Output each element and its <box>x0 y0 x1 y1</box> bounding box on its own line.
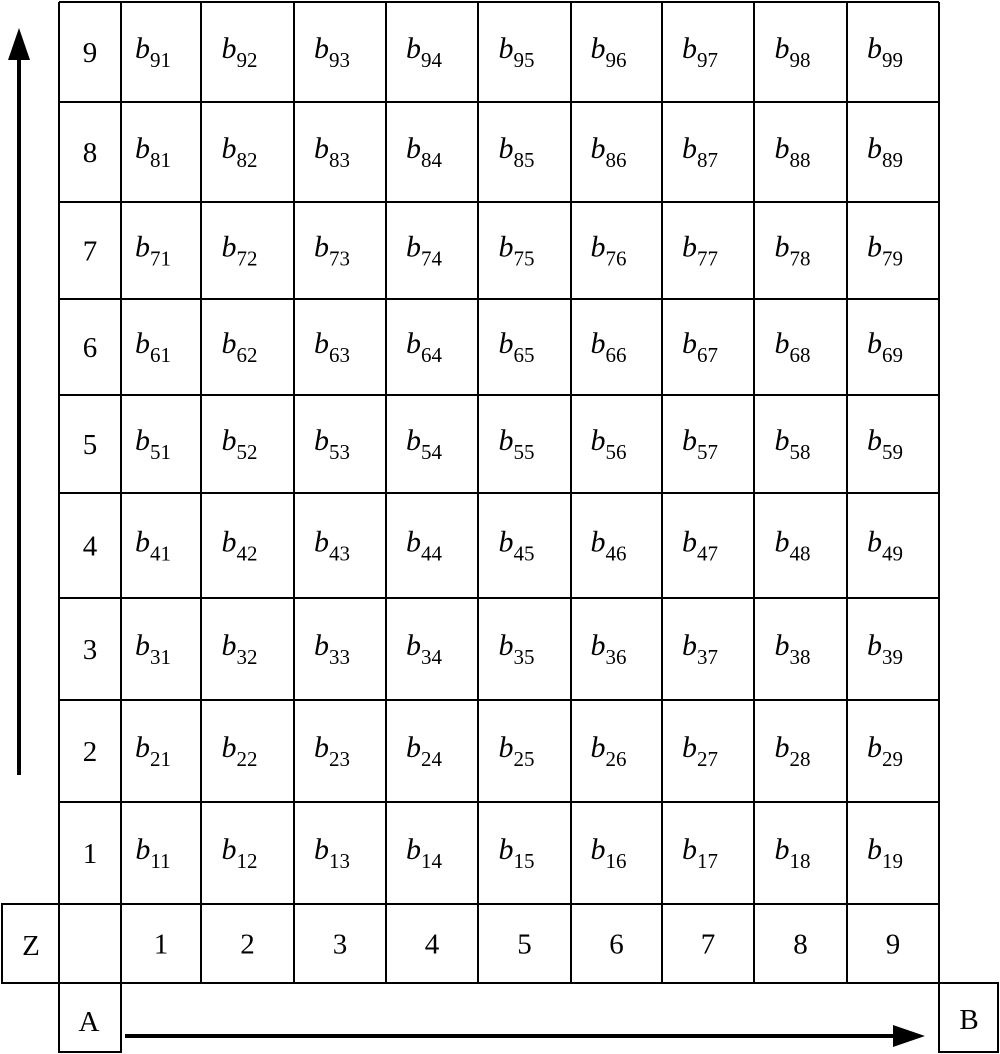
cell-b41 <box>135 526 171 566</box>
cell-b28 <box>775 731 811 771</box>
cell-b39 <box>867 629 903 669</box>
cell-subscript: 92 <box>236 48 258 72</box>
cell-symbol: b <box>314 32 329 65</box>
cell-symbol: b <box>774 731 790 764</box>
cell-b14 <box>406 833 443 873</box>
cell-subscript: 16 <box>605 849 627 873</box>
cell-symbol: b <box>135 833 151 866</box>
cell-subscript: 57 <box>697 440 718 464</box>
cell-b68 <box>775 327 811 367</box>
cell-symbol: b <box>406 327 421 360</box>
cell-b55 <box>499 424 535 464</box>
cell-b25 <box>499 731 535 771</box>
cell-b86 <box>591 132 627 172</box>
cell-symbol: b <box>774 327 790 360</box>
cell-symbol: b <box>867 629 882 662</box>
cell-symbol: b <box>682 833 697 866</box>
cell-b82 <box>222 132 258 172</box>
cell-subscript: 72 <box>236 246 258 271</box>
cell-symbol: b <box>314 424 329 457</box>
cell-symbol: b <box>221 230 237 264</box>
cell-b34 <box>406 629 443 669</box>
cell-b91 <box>135 32 171 72</box>
cell-symbol: b <box>406 230 421 264</box>
cell-symbol: b <box>314 230 329 264</box>
cell-subscript: 71 <box>150 246 171 271</box>
cell-subscript: 38 <box>789 645 811 669</box>
cell-subscript: 17 <box>697 849 718 873</box>
cell-symbol: b <box>135 731 150 764</box>
cell-subscript: 88 <box>789 148 811 172</box>
cell-b63 <box>314 327 350 367</box>
cell-subscript: 79 <box>882 246 903 271</box>
cell-symbol: b <box>867 230 882 264</box>
cell-b16 <box>591 833 627 873</box>
cell-b76 <box>591 231 627 271</box>
cell-symbol: b <box>682 32 697 65</box>
row-number-4: 4 <box>82 530 98 563</box>
cell-subscript: 78 <box>789 246 811 271</box>
cell-symbol: b <box>314 629 329 662</box>
cell-symbol: b <box>314 327 329 360</box>
cell-b37 <box>682 629 718 669</box>
row-number-7: 7 <box>82 235 98 268</box>
cell-symbol: b <box>221 327 237 360</box>
cell-subscript: 96 <box>605 48 627 72</box>
cell-subscript: 82 <box>236 148 258 172</box>
cell-subscript: 33 <box>329 645 350 669</box>
cell-symbol: b <box>135 32 150 65</box>
cell-b26 <box>591 731 627 771</box>
cell-b87 <box>682 132 718 172</box>
cell-b69 <box>867 327 903 367</box>
cell-symbol: b <box>406 833 421 866</box>
cell-symbol: b <box>774 132 790 165</box>
cell-b18 <box>775 833 811 873</box>
column-number-6: 6 <box>609 928 624 961</box>
cell-symbol: b <box>590 32 606 65</box>
cell-symbol: b <box>682 525 697 559</box>
cell-subscript: 23 <box>329 747 350 771</box>
cell-subscript: 42 <box>236 541 258 566</box>
cell-b52 <box>222 424 258 464</box>
column-number-3: 3 <box>332 928 348 961</box>
cell-b24 <box>406 731 443 771</box>
cell-symbol: b <box>135 132 150 165</box>
cell-b89 <box>867 132 903 172</box>
cell-subscript: 65 <box>513 343 535 367</box>
column-number-8: 8 <box>793 928 808 961</box>
cell-symbol: b <box>221 424 237 457</box>
cell-b84 <box>406 132 443 172</box>
cell-symbol: b <box>135 629 150 662</box>
cell-subscript: 56 <box>605 440 627 464</box>
cell-b61 <box>135 327 171 367</box>
cell-subscript: 22 <box>236 747 258 771</box>
cell-symbol: b <box>314 132 329 165</box>
cell-b94 <box>406 32 443 72</box>
cell-subscript: 85 <box>513 148 535 172</box>
cell-symbol: b <box>135 327 150 360</box>
cell-b19 <box>867 833 903 873</box>
cell-subscript: 45 <box>513 541 535 566</box>
cell-symbol: b <box>406 629 421 662</box>
cell-b53 <box>314 424 350 464</box>
cell-b67 <box>682 327 718 367</box>
cell-b79 <box>867 231 903 271</box>
cell-b57 <box>682 424 718 464</box>
column-number-9: 9 <box>885 928 901 961</box>
cell-symbol: b <box>221 32 237 65</box>
cell-subscript: 12 <box>236 849 258 873</box>
column-number-7: 7 <box>700 928 716 961</box>
cell-b31 <box>135 629 171 669</box>
cell-b42 <box>222 526 258 566</box>
cell-b33 <box>314 629 350 669</box>
cell-subscript: 84 <box>421 148 442 172</box>
cell-subscript: 83 <box>329 148 350 172</box>
cell-b48 <box>775 526 811 566</box>
cell-symbol: b <box>682 731 697 764</box>
cell-subscript: 31 <box>150 645 171 669</box>
cell-b96 <box>591 32 627 72</box>
cell-subscript: 62 <box>236 343 258 367</box>
cell-symbol: b <box>406 525 421 559</box>
cell-b35 <box>499 629 535 669</box>
cell-subscript: 51 <box>150 440 171 464</box>
cell-b98 <box>775 32 811 72</box>
cell-symbol: b <box>682 424 697 457</box>
corner-label-z: Z <box>22 930 40 962</box>
cell-symbol: b <box>867 327 882 360</box>
vertical-arrow-icon <box>8 28 30 775</box>
cell-symbol: b <box>498 132 514 165</box>
corner-label-b: B <box>959 1004 979 1036</box>
cell-symbol: b <box>498 424 514 457</box>
cell-symbol: b <box>406 731 421 764</box>
cell-symbol: b <box>774 525 790 559</box>
row-number-8: 8 <box>82 137 98 169</box>
cell-symbol: b <box>314 833 329 866</box>
cell-b62 <box>222 327 258 367</box>
cell-b12 <box>222 833 258 873</box>
cell-symbol: b <box>406 32 421 65</box>
cell-subscript: 14 <box>421 849 442 873</box>
cell-symbol: b <box>590 731 606 764</box>
cell-subscript: 48 <box>789 541 811 566</box>
cell-subscript: 69 <box>882 343 903 367</box>
cell-subscript: 34 <box>421 645 442 669</box>
cell-symbol: b <box>498 230 514 264</box>
cell-b99 <box>867 32 903 72</box>
cell-subscript: 58 <box>789 440 811 464</box>
cell-subscript: 89 <box>882 148 903 172</box>
cell-symbol: b <box>135 525 150 559</box>
cell-b75 <box>499 231 535 271</box>
row-number-9: 9 <box>82 37 98 69</box>
cell-subscript: 53 <box>329 440 350 464</box>
cell-b71 <box>135 231 171 271</box>
cell-subscript: 77 <box>697 246 718 271</box>
cell-symbol: b <box>221 629 237 662</box>
cell-b88 <box>775 132 811 172</box>
cell-subscript: 24 <box>421 747 442 771</box>
cell-b29 <box>867 731 903 771</box>
cell-symbol: b <box>314 731 329 764</box>
cell-b51 <box>135 424 171 464</box>
cell-b23 <box>314 731 350 771</box>
cell-subscript: 99 <box>882 48 903 72</box>
corner-label-a: A <box>78 1006 100 1038</box>
column-number-2: 2 <box>240 928 255 961</box>
cell-subscript: 64 <box>421 343 442 367</box>
cell-symbol: b <box>498 629 514 662</box>
cell-subscript: 11 <box>150 849 171 873</box>
cell-b54 <box>406 424 443 464</box>
cell-subscript: 91 <box>150 48 171 72</box>
cell-subscript: 63 <box>329 343 350 367</box>
cell-symbol: b <box>406 132 421 165</box>
cell-symbol: b <box>498 525 514 559</box>
cell-subscript: 41 <box>150 541 171 566</box>
cell-b78 <box>775 231 811 271</box>
grid-text <box>83 32 903 961</box>
cell-subscript: 67 <box>697 343 718 367</box>
column-number-4: 4 <box>424 928 440 961</box>
cell-subscript: 97 <box>697 48 718 72</box>
cell-symbol: b <box>867 424 882 457</box>
cell-symbol: b <box>867 731 882 764</box>
row-number-5: 5 <box>82 429 98 461</box>
cell-subscript: 32 <box>236 645 258 669</box>
cell-subscript: 21 <box>150 747 171 771</box>
cell-symbol: b <box>867 833 882 866</box>
cell-subscript: 76 <box>605 246 627 271</box>
cell-subscript: 29 <box>882 747 903 771</box>
cell-symbol: b <box>867 32 882 65</box>
cell-subscript: 98 <box>789 48 811 72</box>
cell-symbol: b <box>406 424 421 457</box>
cell-symbol: b <box>221 833 237 866</box>
cell-symbol: b <box>682 132 697 165</box>
cell-b45 <box>499 526 535 566</box>
cell-subscript: 52 <box>236 440 258 464</box>
cell-symbol: b <box>590 629 606 662</box>
cell-symbol: b <box>498 731 514 764</box>
cell-subscript: 55 <box>513 440 535 464</box>
cell-subscript: 75 <box>513 246 535 271</box>
cell-b56 <box>591 424 627 464</box>
cell-subscript: 93 <box>329 48 350 72</box>
cell-b21 <box>135 731 171 771</box>
cell-b47 <box>682 526 718 566</box>
cell-symbol: b <box>590 525 606 559</box>
cell-symbol: b <box>867 132 882 165</box>
cell-subscript: 74 <box>421 246 442 271</box>
cell-b49 <box>867 526 903 566</box>
cell-symbol: b <box>774 230 790 264</box>
cell-b43 <box>314 526 350 566</box>
cell-symbol: b <box>135 424 150 457</box>
cell-subscript: 37 <box>697 645 718 669</box>
cell-b64 <box>406 327 443 367</box>
cell-symbol: b <box>867 525 882 559</box>
cell-subscript: 66 <box>605 343 627 367</box>
row-number-3: 3 <box>82 634 98 666</box>
column-number-5: 5 <box>517 928 532 961</box>
cell-symbol: b <box>314 525 329 559</box>
cell-symbol: b <box>774 833 790 866</box>
cell-symbol: b <box>498 327 514 360</box>
cell-b38 <box>775 629 811 669</box>
cell-subscript: 54 <box>421 440 442 464</box>
cell-symbol: b <box>590 833 606 866</box>
cell-b22 <box>222 731 258 771</box>
cell-symbol: b <box>590 327 606 360</box>
cell-b77 <box>682 231 718 271</box>
cell-b73 <box>314 231 350 271</box>
cell-symbol: b <box>221 731 237 764</box>
cell-b59 <box>867 424 903 464</box>
cell-subscript: 59 <box>882 440 903 464</box>
cell-symbol: b <box>135 230 150 264</box>
cell-symbol: b <box>682 230 697 264</box>
cell-subscript: 13 <box>329 849 350 873</box>
cell-subscript: 94 <box>421 48 442 72</box>
cell-subscript: 35 <box>513 645 535 669</box>
column-number-1: 1 <box>153 928 169 961</box>
cell-subscript: 95 <box>513 48 535 72</box>
cell-subscript: 26 <box>605 747 627 771</box>
cell-symbol: b <box>498 32 514 65</box>
cell-symbol: b <box>590 424 606 457</box>
cell-symbol: b <box>590 132 606 165</box>
cell-subscript: 86 <box>605 148 627 172</box>
cell-subscript: 47 <box>697 541 718 566</box>
cell-b15 <box>499 833 535 873</box>
cell-subscript: 81 <box>150 148 171 172</box>
cell-symbol: b <box>590 230 606 264</box>
cell-symbol: b <box>774 424 790 457</box>
cell-subscript: 27 <box>697 747 718 771</box>
cell-b83 <box>314 132 350 172</box>
cell-b36 <box>591 629 627 669</box>
row-number-1: 1 <box>82 838 98 870</box>
cell-subscript: 46 <box>605 541 627 566</box>
cell-symbol: b <box>498 833 514 866</box>
cell-b72 <box>222 231 258 271</box>
horizontal-arrow-icon <box>125 1025 925 1047</box>
cell-b95 <box>499 32 535 72</box>
cell-symbol: b <box>774 32 790 65</box>
cell-b11 <box>135 833 170 873</box>
cell-subscript: 73 <box>329 246 350 271</box>
cell-subscript: 44 <box>421 541 442 566</box>
cell-b97 <box>682 32 718 72</box>
row-number-2: 2 <box>82 736 98 768</box>
cell-subscript: 15 <box>513 849 535 873</box>
cell-symbol: b <box>682 327 697 360</box>
cell-symbol: b <box>221 132 237 165</box>
cell-subscript: 87 <box>697 148 718 172</box>
cell-b65 <box>499 327 535 367</box>
row-number-6: 6 <box>82 332 98 364</box>
cell-b66 <box>591 327 627 367</box>
cell-b58 <box>775 424 811 464</box>
cell-b46 <box>591 526 627 566</box>
cell-b44 <box>406 526 443 566</box>
cell-subscript: 36 <box>605 645 627 669</box>
cell-b13 <box>314 833 350 873</box>
cell-subscript: 18 <box>789 849 811 873</box>
cell-b92 <box>222 32 258 72</box>
cell-b32 <box>222 629 258 669</box>
cell-subscript: 61 <box>150 343 171 367</box>
cell-symbol: b <box>221 525 237 559</box>
cell-b17 <box>682 833 718 873</box>
cell-symbol: b <box>774 629 790 662</box>
cell-b74 <box>406 231 443 271</box>
cell-symbol: b <box>682 629 697 662</box>
cell-subscript: 28 <box>789 747 811 771</box>
cell-b81 <box>135 132 171 172</box>
cell-subscript: 68 <box>789 343 811 367</box>
cell-b93 <box>314 32 350 72</box>
cell-subscript: 25 <box>513 747 535 771</box>
cell-b85 <box>499 132 535 172</box>
cell-b27 <box>682 731 718 771</box>
cell-subscript: 49 <box>882 541 903 566</box>
cell-subscript: 43 <box>329 541 350 566</box>
cell-subscript: 39 <box>882 645 903 669</box>
cell-subscript: 19 <box>882 849 903 873</box>
